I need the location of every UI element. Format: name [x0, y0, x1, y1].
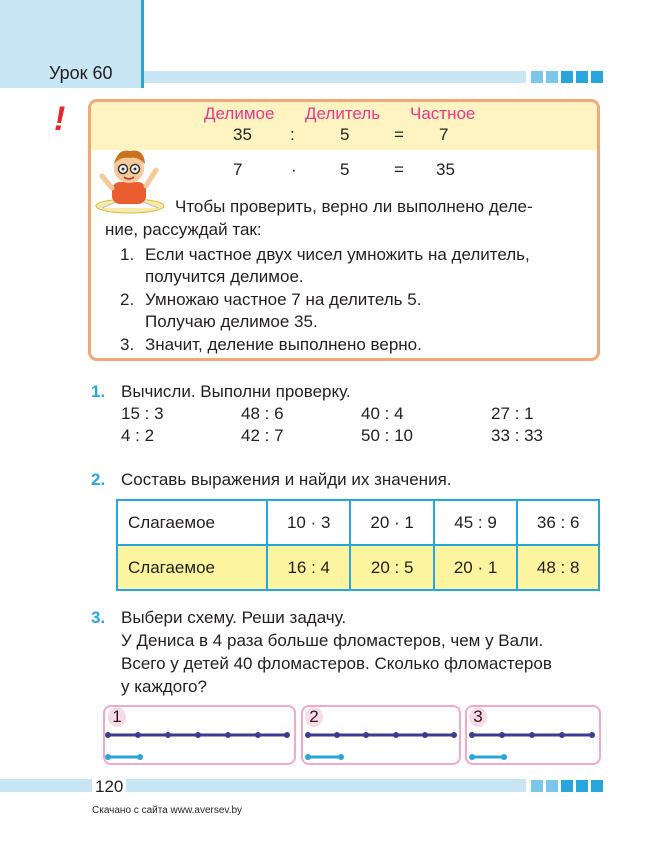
exclamation-icon: !	[54, 100, 66, 138]
task2-text: Составь выражения и найди их значения.	[121, 470, 452, 489]
heading-quotient: Частное	[410, 104, 476, 123]
rule-intro-line1: Чтобы проверить, верно ли выполнено деле-	[175, 197, 533, 216]
rule-step-num: 1.	[120, 245, 135, 264]
page-number: 120	[92, 777, 126, 797]
table-cell: 48 : 8	[517, 545, 599, 590]
rule-step-text: Если частное двух чисел умножить на делитель,	[145, 245, 530, 264]
rule-step-text: Умножаю частное 7 на делитель 5.	[145, 290, 422, 309]
heading-divisor: Делитель	[305, 104, 381, 123]
task3-line3: Всего у детей 40 фломастеров. Сколько фломастеров	[121, 654, 552, 673]
task1-expr: 33 : 33	[491, 426, 543, 445]
division-c: 7	[439, 125, 449, 144]
rule-intro-line2: ние, рассуждай так:	[105, 220, 262, 239]
task1-expr: 48 : 6	[241, 404, 284, 423]
rule-step-num: 3.	[120, 335, 135, 354]
footer-square	[576, 780, 588, 792]
scheme-number: 3	[469, 707, 487, 727]
check-a: 7	[233, 160, 243, 179]
task1-expr: 42 : 7	[241, 426, 284, 445]
table-cell-label: Слагаемое	[117, 545, 267, 590]
check-op: ·	[291, 160, 297, 179]
division-b: 5	[340, 125, 350, 144]
task1-expr: 4 : 2	[121, 426, 155, 445]
rule-step-num: 2.	[120, 290, 135, 309]
download-credit: Скачано с сайта www.aversev.by	[92, 805, 243, 816]
task1-text: Вычисли. Выполни проверку.	[121, 382, 351, 401]
task1-expr: 15 : 3	[121, 404, 164, 423]
table-cell: 10 · 3	[267, 500, 350, 545]
footer-square	[561, 780, 573, 792]
rule-step-text: получится делимое.	[145, 267, 304, 286]
footer-bar	[0, 779, 526, 792]
check-b: 5	[340, 160, 350, 179]
division-op: :	[290, 125, 295, 144]
task1-number: 1.	[91, 382, 106, 401]
footer-square	[531, 780, 543, 792]
task1-expr: 40 : 4	[361, 404, 404, 423]
heading-dividend: Делимое	[204, 104, 275, 123]
table-cell: 36 : 6	[517, 500, 599, 545]
task3-line4: у каждого?	[121, 677, 207, 696]
task3-line1: Выбери схему. Реши задачу.	[121, 608, 347, 627]
footer-square	[591, 780, 603, 792]
rule-step-text: Значит, деление выполнено верно.	[145, 335, 422, 354]
task3-number: 3.	[91, 608, 106, 627]
table-cell-label: Слагаемое	[117, 500, 267, 545]
division-a: 35	[233, 125, 252, 144]
check-c: 35	[436, 160, 455, 179]
table-cell: 16 : 4	[267, 545, 350, 590]
check-eq: =	[394, 160, 404, 179]
table-cell: 20 : 5	[350, 545, 433, 590]
division-eq: =	[394, 125, 404, 144]
table-cell: 45 : 9	[434, 500, 517, 545]
rule-step-text: Получаю делимое 35.	[145, 312, 318, 331]
task2-number: 2.	[91, 470, 106, 489]
lesson-title: Урок 60	[49, 63, 113, 83]
task3-line2: У Дениса в 4 раза больше фломастеров, чем у Вали.	[121, 631, 544, 650]
task1-expr: 27 : 1	[491, 404, 534, 423]
footer-square	[546, 780, 558, 792]
table-cell: 20 · 1	[434, 545, 517, 590]
table-cell: 20 · 1	[350, 500, 433, 545]
scheme-number: 1	[108, 707, 126, 727]
scheme-number: 2	[305, 707, 323, 727]
task1-expr: 50 : 10	[361, 426, 413, 445]
